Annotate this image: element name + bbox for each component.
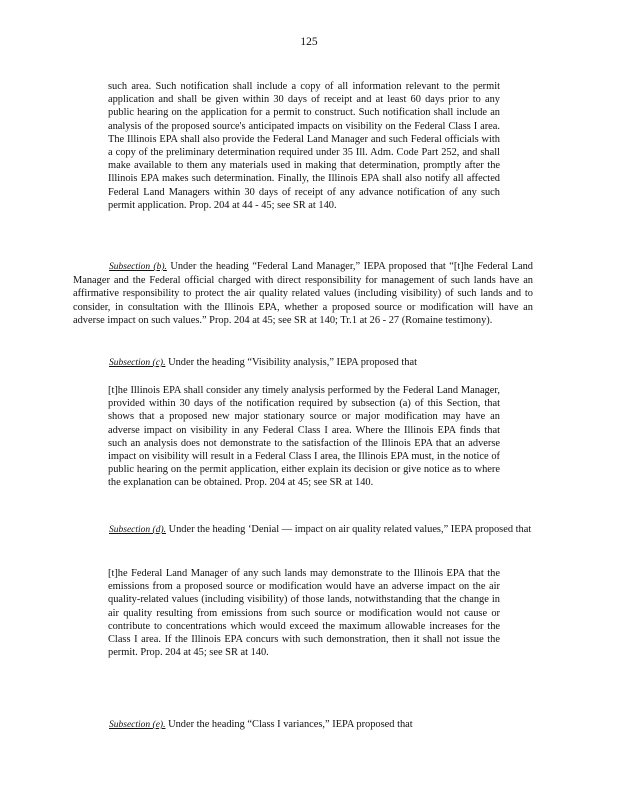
paragraph-subsection-c (73, 356, 533, 370)
paragraph-subsection-e (73, 718, 533, 732)
paragraph-first-line (73, 718, 533, 732)
page-number: 125 (300, 36, 318, 48)
block-quote-denial: [t]he Federal Land Manager of any such lands may demonstrate to the Illinois EPA that the emissions from a proposed source or modification would have an adverse impact on the air quality-related values (including visibility) of those lands, notwithstanding that the change in air quality resulting from emissions from such source or modification would not cause or contribute to concentrations which would exceed the maximum allowable increases for the Class I area. If the Illinois EPA concurs with such demonstration, then it shall not issue the permit. Prop. 204 at 45; see SR at 140. (108, 568, 500, 659)
subsection-e-label: Subsection (e). (109, 720, 166, 730)
paragraph-first-line (73, 523, 533, 537)
subsection-b-label: Subsection (b). (109, 262, 167, 272)
paragraph-subsection-d (73, 523, 533, 537)
block-quote-visibility-analysis: [t]he Illinois EPA shall consider any timely analysis performed by the Federal Land Manager, provided within 30 days of the notification required by subsection (a) of this Section, that shows that a proposed new major stationary source or major modification may have an adverse impact on visibility in any Federal Class I area. Where the Illinois EPA finds that such an analysis does not demonstrate to the satisfaction of the Illinois EPA that an adverse impact on visibility will result in a Federal Class I area, the Illinois EPA must, in the notice of public hearing on the permit application, either explain its decision or give notice as to where the explanation can be obtained. Prop. 204 at 45; see SR at 140. (108, 385, 500, 489)
subsection-c-label: Subsection (c). (109, 358, 166, 368)
subsection-d-text: Under the heading ‘Denial — impact on air quality related values,” IEPA proposed that (168, 524, 532, 535)
block-quote-notification: such area. Such notification shall include a copy of all information relevant to the permit application and shall be given within 30 days of receipt and at least 60 days prior to any public hearing on the application for a permit to construct. Such notification shall include an analysis of the proposed source's anticipated impacts on visibility on the Federal Class I area. The Illinois EPA shall also provide the Federal Land Manager and such Federal officials with a copy of the preliminary determination required under 35 Ill. Adm. Code Part 252, and shall make available to them any materials used in making that determination, promptly after the Illinois EPA makes such determination. Finally, the Illinois EPA shall also notify all affected Federal Land Managers within 30 days of receipt of any advance notification of any such permit application. Prop. 204 at 44 - 45; see SR at 140. (108, 81, 500, 211)
subsection-b-text: Under the heading “Federal Land Manager,” IEPA proposed that “[t]he Federal Land Manager and the Federal official charged with direct responsibility for management of such lands have an affirmative responsibility to protect the air quality related values (including visibility) of such lands and to consider, in consultation with the Illinois EPA, whether a proposed source or modification will have an adverse impact on such values.” Prop. 204 at 45; see SR at 140; Tr.1 at 26 - 27 (Romaine testimony). (73, 261, 533, 326)
subsection-c-text: Under the heading “Visibility analysis,” IEPA proposed that (168, 357, 417, 368)
subsection-d-label: Subsection (d). (109, 525, 166, 535)
paragraph-first-line (73, 260, 533, 327)
paragraph-first-line (73, 356, 533, 370)
paragraph-subsection-b (73, 260, 533, 327)
subsection-e-text: Under the heading “Class I variances,” IEPA proposed that (168, 719, 413, 730)
